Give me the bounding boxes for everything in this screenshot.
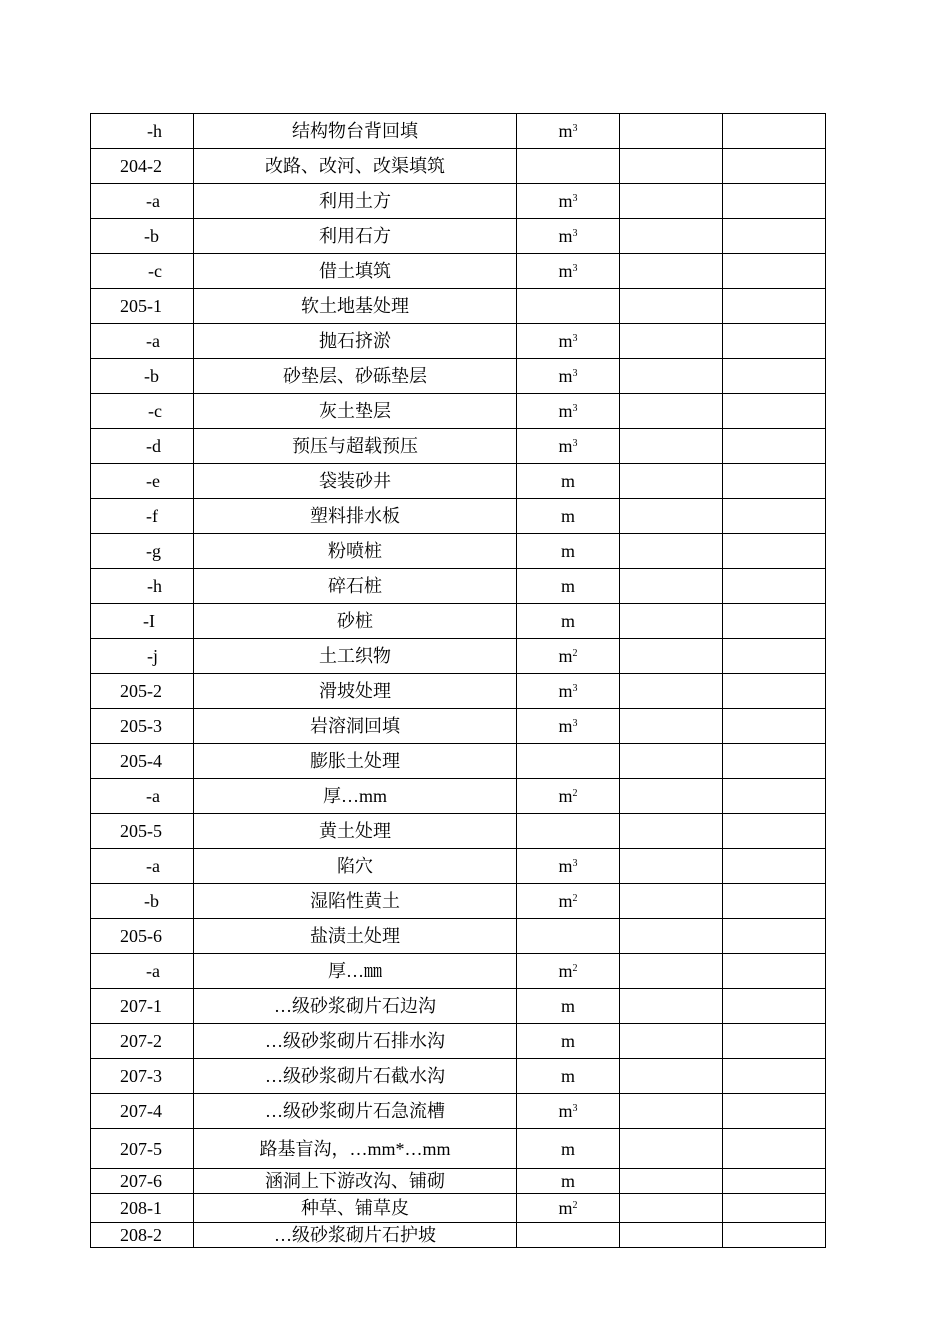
- item-name-cell: 黄土处理: [194, 814, 517, 849]
- unit-text: m: [560, 471, 575, 491]
- amount-cell: [723, 289, 826, 324]
- amount-cell: [723, 324, 826, 359]
- table-row: [91, 674, 826, 709]
- item-code-cell: -j: [91, 639, 194, 674]
- amount-cell: [723, 919, 826, 954]
- table-row: [91, 324, 826, 359]
- amount-cell: [723, 534, 826, 569]
- item-name-cell: 路基盲沟，…mm*…mm: [194, 1129, 517, 1169]
- unit-cell: [517, 149, 620, 184]
- table-row: [91, 1024, 826, 1059]
- item-name-cell: …级砂浆砌片石护坡: [194, 1223, 517, 1248]
- unit-text: m: [558, 716, 573, 736]
- item-name-cell: 岩溶洞回填: [194, 709, 517, 744]
- item-code-cell: 208-2: [91, 1223, 194, 1248]
- table-row: [91, 114, 826, 149]
- unit-exponent: 2: [572, 1200, 578, 1211]
- item-code-cell: -a: [91, 849, 194, 884]
- item-code-cell: -a: [91, 324, 194, 359]
- item-name-cell: 陷穴: [194, 849, 517, 884]
- unit-text: m: [558, 436, 573, 456]
- amount-cell: [723, 359, 826, 394]
- table-row: [91, 989, 826, 1024]
- table-row: [91, 919, 826, 954]
- unit-cell: [517, 1129, 620, 1169]
- item-code-cell: -d: [91, 429, 194, 464]
- amount-cell: [723, 954, 826, 989]
- table-row: [91, 779, 826, 814]
- unit-text: m: [560, 506, 575, 526]
- quantity-cell: [620, 184, 723, 219]
- unit-text: m: [560, 576, 575, 596]
- unit-cell: [517, 394, 620, 429]
- item-code-cell: 205-3: [91, 709, 194, 744]
- unit-cell: [517, 1194, 620, 1223]
- quantity-cell: [620, 1194, 723, 1223]
- unit-cell: [517, 254, 620, 289]
- item-name-cell: 滑坡处理: [194, 674, 517, 709]
- unit-text: m: [558, 786, 573, 806]
- item-name-cell: 抛石挤淤: [194, 324, 517, 359]
- item-name-cell: 碎石桩: [194, 569, 517, 604]
- table-row: [91, 569, 826, 604]
- quantity-cell: [620, 254, 723, 289]
- unit-text: m: [558, 961, 573, 981]
- item-code-cell: 205-2: [91, 674, 194, 709]
- unit-cell: [517, 954, 620, 989]
- item-code-cell: 204-2: [91, 149, 194, 184]
- table-row: [91, 464, 826, 499]
- unit-exponent: 3: [572, 438, 578, 449]
- item-name-cell: 膨胀土处理: [194, 744, 517, 779]
- amount-cell: [723, 499, 826, 534]
- item-code-cell: 205-4: [91, 744, 194, 779]
- unit-cell: [517, 464, 620, 499]
- item-name-cell: 结构物台背回填: [194, 114, 517, 149]
- amount-cell: [723, 674, 826, 709]
- item-name-cell: 粉喷桩: [194, 534, 517, 569]
- unit-exponent: 3: [572, 403, 578, 414]
- amount-cell: [723, 1094, 826, 1129]
- unit-text: m: [560, 996, 575, 1016]
- table-row: [91, 954, 826, 989]
- unit-cell: [517, 674, 620, 709]
- unit-text: m: [560, 1138, 575, 1159]
- quantity-cell: [620, 1169, 723, 1194]
- table-row: [91, 534, 826, 569]
- table-row: [91, 1194, 826, 1223]
- quantity-cell: [620, 639, 723, 674]
- item-code-cell: -h: [91, 114, 194, 149]
- table-row: [91, 184, 826, 219]
- quantity-cell: [620, 814, 723, 849]
- item-name-cell: 预压与超载预压: [194, 429, 517, 464]
- item-code-cell: -h: [91, 569, 194, 604]
- unit-cell: [517, 114, 620, 149]
- item-code-cell: -c: [91, 254, 194, 289]
- table-row: [91, 149, 826, 184]
- unit-text: m: [560, 1031, 575, 1051]
- item-code-cell: 207-5: [91, 1129, 194, 1169]
- table-row: [91, 604, 826, 639]
- item-name-cell: 袋装砂井: [194, 464, 517, 499]
- table-row: [91, 639, 826, 674]
- amount-cell: [723, 1024, 826, 1059]
- item-name-cell: 种草、铺草皮: [194, 1194, 517, 1223]
- amount-cell: [723, 779, 826, 814]
- table-row: [91, 429, 826, 464]
- amount-cell: [723, 989, 826, 1024]
- table-row: [91, 709, 826, 744]
- amount-cell: [723, 814, 826, 849]
- item-name-cell: …级砂浆砌片石排水沟: [194, 1024, 517, 1059]
- unit-cell: [517, 534, 620, 569]
- unit-cell: [517, 359, 620, 394]
- item-name-cell: 塑料排水板: [194, 499, 517, 534]
- unit-cell: [517, 604, 620, 639]
- quantity-cell: [620, 1094, 723, 1129]
- item-name-cell: 改路、改河、改渠填筑: [194, 149, 517, 184]
- unit-text: m: [560, 1171, 575, 1191]
- unit-exponent: 3: [572, 683, 578, 694]
- table-row: [91, 1129, 826, 1169]
- unit-exponent: 3: [572, 193, 578, 204]
- item-code-cell: 208-1: [91, 1194, 194, 1223]
- quantity-cell: [620, 1129, 723, 1169]
- unit-cell: [517, 1223, 620, 1248]
- item-name-cell: …级砂浆砌片石急流槽: [194, 1094, 517, 1129]
- unit-cell: [517, 219, 620, 254]
- amount-cell: [723, 884, 826, 919]
- unit-cell: [517, 779, 620, 814]
- table-row: [91, 254, 826, 289]
- quantity-cell: [620, 534, 723, 569]
- item-name-cell: 盐渍土处理: [194, 919, 517, 954]
- item-name-cell: 湿陷性黄土: [194, 884, 517, 919]
- unit-cell: [517, 919, 620, 954]
- unit-exponent: 3: [572, 368, 578, 379]
- item-code-cell: -a: [91, 184, 194, 219]
- item-code-cell: 205-1: [91, 289, 194, 324]
- item-name-cell: …级砂浆砌片石边沟: [194, 989, 517, 1024]
- table-row: [91, 744, 826, 779]
- amount-cell: [723, 849, 826, 884]
- quantity-cell: [620, 954, 723, 989]
- unit-text: m: [558, 261, 573, 281]
- unit-cell: [517, 1094, 620, 1129]
- unit-text: m: [558, 226, 573, 246]
- amount-cell: [723, 569, 826, 604]
- amount-cell: [723, 1194, 826, 1223]
- unit-text: m: [558, 121, 573, 141]
- table-row: [91, 849, 826, 884]
- item-code-cell: -f: [91, 499, 194, 534]
- unit-text: m: [558, 646, 573, 666]
- table-row: [91, 499, 826, 534]
- unit-text: m: [558, 191, 573, 211]
- item-code-cell: -a: [91, 954, 194, 989]
- amount-cell: [723, 1169, 826, 1194]
- amount-cell: [723, 219, 826, 254]
- quantity-cell: [620, 429, 723, 464]
- amount-cell: [723, 639, 826, 674]
- amount-cell: [723, 184, 826, 219]
- unit-cell: [517, 499, 620, 534]
- item-code-cell: -b: [91, 884, 194, 919]
- unit-exponent: 3: [572, 718, 578, 729]
- unit-cell: [517, 849, 620, 884]
- unit-text: m: [558, 856, 573, 876]
- quantity-cell: [620, 709, 723, 744]
- item-name-cell: 借土填筑: [194, 254, 517, 289]
- item-code-cell: 207-2: [91, 1024, 194, 1059]
- item-code-cell: 205-5: [91, 814, 194, 849]
- quantity-cell: [620, 884, 723, 919]
- item-code-cell: -I: [91, 604, 194, 639]
- unit-cell: [517, 744, 620, 779]
- unit-cell: [517, 1059, 620, 1094]
- quantity-cell: [620, 289, 723, 324]
- unit-cell: [517, 1169, 620, 1194]
- table-row: [91, 1094, 826, 1129]
- unit-exponent: 2: [572, 963, 578, 974]
- amount-cell: [723, 1059, 826, 1094]
- unit-cell: [517, 569, 620, 604]
- quantity-cell: [620, 114, 723, 149]
- quantity-cell: [620, 464, 723, 499]
- quantity-cell: [620, 779, 723, 814]
- unit-cell: [517, 429, 620, 464]
- table-row: [91, 219, 826, 254]
- table-row: [91, 394, 826, 429]
- quantity-cell: [620, 1223, 723, 1248]
- item-name-cell: 砂垫层、砂砾垫层: [194, 359, 517, 394]
- item-code-cell: -b: [91, 219, 194, 254]
- amount-cell: [723, 254, 826, 289]
- quantity-cell: [620, 499, 723, 534]
- table-row: [91, 814, 826, 849]
- unit-text: m: [558, 1198, 573, 1218]
- item-code-cell: 207-6: [91, 1169, 194, 1194]
- unit-cell: [517, 1024, 620, 1059]
- unit-text: m: [560, 611, 575, 631]
- amount-cell: [723, 744, 826, 779]
- quantity-cell: [620, 569, 723, 604]
- quantity-cell: [620, 989, 723, 1024]
- unit-text: m: [558, 401, 573, 421]
- unit-cell: [517, 884, 620, 919]
- quantity-cell: [620, 324, 723, 359]
- table-row: [91, 289, 826, 324]
- table-row: [91, 1059, 826, 1094]
- unit-cell: [517, 289, 620, 324]
- quantity-cell: [620, 359, 723, 394]
- unit-exponent: 3: [572, 123, 578, 134]
- item-code-cell: -b: [91, 359, 194, 394]
- item-code-cell: 207-1: [91, 989, 194, 1024]
- amount-cell: [723, 394, 826, 429]
- table-row: [91, 1169, 826, 1194]
- unit-exponent: 2: [572, 648, 578, 659]
- item-name-cell: 厚…㎜: [194, 954, 517, 989]
- item-name-cell: 土工织物: [194, 639, 517, 674]
- amount-cell: [723, 464, 826, 499]
- quantity-cell: [620, 1024, 723, 1059]
- unit-cell: [517, 324, 620, 359]
- unit-exponent: 2: [572, 788, 578, 799]
- unit-text: m: [558, 1101, 573, 1121]
- item-code-cell: -e: [91, 464, 194, 499]
- item-code-cell: 207-4: [91, 1094, 194, 1129]
- amount-cell: [723, 114, 826, 149]
- unit-cell: [517, 814, 620, 849]
- quantity-cell: [620, 849, 723, 884]
- item-name-cell: 厚…mm: [194, 779, 517, 814]
- quantity-cell: [620, 1059, 723, 1094]
- unit-text: m: [558, 891, 573, 911]
- unit-cell: [517, 639, 620, 674]
- item-code-cell: 205-6: [91, 919, 194, 954]
- table-row: [91, 1223, 826, 1248]
- item-name-cell: 砂桩: [194, 604, 517, 639]
- item-name-cell: 涵洞上下游改沟、铺砌: [194, 1169, 517, 1194]
- item-name-cell: 软土地基处理: [194, 289, 517, 324]
- item-name-cell: …级砂浆砌片石截水沟: [194, 1059, 517, 1094]
- quantity-cell: [620, 744, 723, 779]
- quantity-cell: [620, 674, 723, 709]
- amount-cell: [723, 149, 826, 184]
- unit-cell: [517, 709, 620, 744]
- unit-text: m: [560, 541, 575, 561]
- item-code-cell: -g: [91, 534, 194, 569]
- table-body: [91, 114, 826, 1248]
- unit-text: m: [558, 681, 573, 701]
- item-name-cell: 灰土垫层: [194, 394, 517, 429]
- amount-cell: [723, 1223, 826, 1248]
- quantity-cell: [620, 149, 723, 184]
- bill-of-quantities-table: [90, 113, 826, 1248]
- unit-exponent: 3: [572, 228, 578, 239]
- quantity-cell: [620, 919, 723, 954]
- item-name-cell: 利用土方: [194, 184, 517, 219]
- item-code-cell: 207-3: [91, 1059, 194, 1094]
- unit-exponent: 3: [572, 858, 578, 869]
- amount-cell: [723, 429, 826, 464]
- unit-text: m: [558, 331, 573, 351]
- quantity-cell: [620, 219, 723, 254]
- unit-text: m: [558, 366, 573, 386]
- unit-exponent: 3: [572, 263, 578, 274]
- item-code-cell: -c: [91, 394, 194, 429]
- table-row: [91, 359, 826, 394]
- item-name-cell: 利用石方: [194, 219, 517, 254]
- item-code-cell: -a: [91, 779, 194, 814]
- table-row: [91, 884, 826, 919]
- amount-cell: [723, 1129, 826, 1169]
- amount-cell: [723, 709, 826, 744]
- unit-cell: [517, 184, 620, 219]
- unit-exponent: 2: [572, 893, 578, 904]
- unit-exponent: 3: [572, 333, 578, 344]
- unit-exponent: 3: [572, 1103, 578, 1114]
- unit-cell: [517, 989, 620, 1024]
- unit-text: m: [560, 1066, 575, 1086]
- quantity-cell: [620, 394, 723, 429]
- quantity-cell: [620, 604, 723, 639]
- amount-cell: [723, 604, 826, 639]
